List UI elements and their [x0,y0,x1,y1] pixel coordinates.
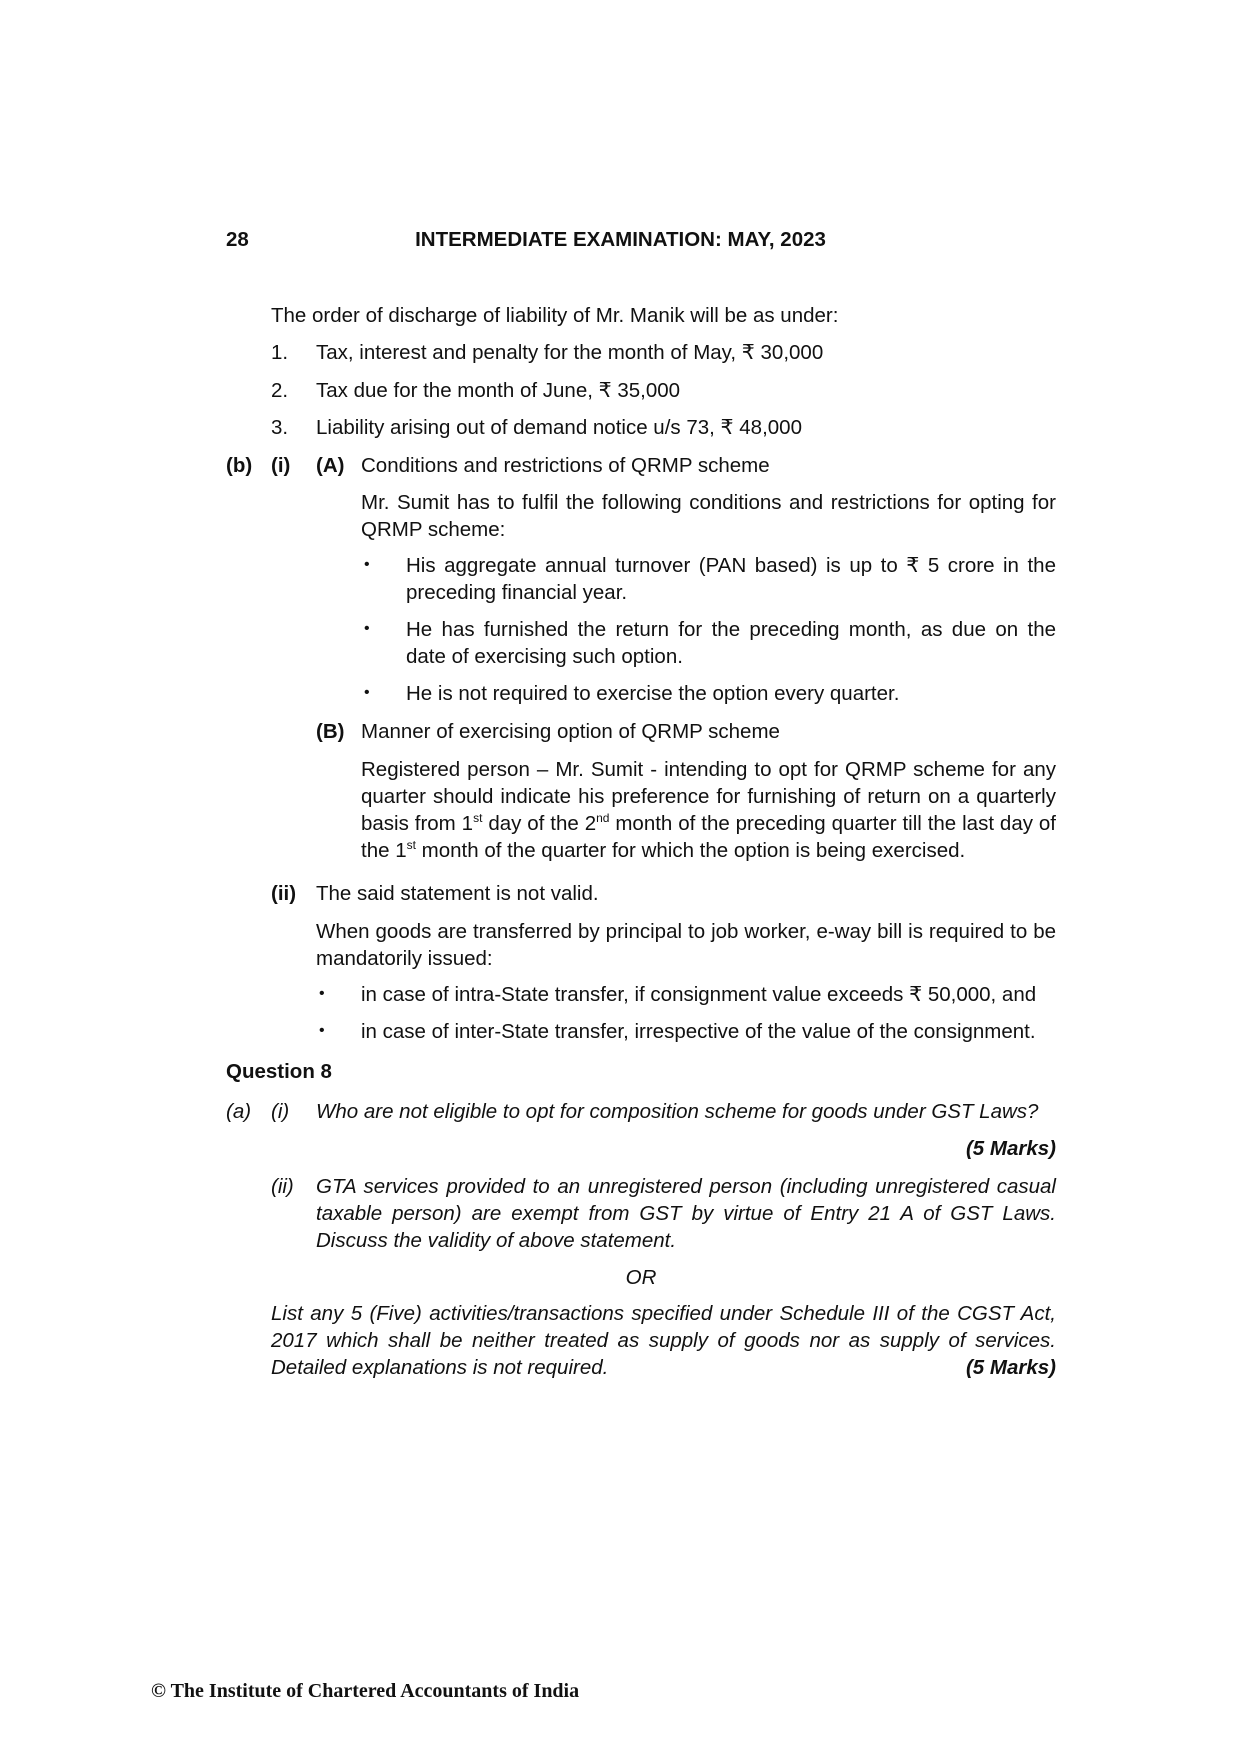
para-B: Registered person – Mr. Sumit - intending to opt for QRMP scheme for any quarter should indicate his preference for furnishing of return on a quarterly basis from 1st day of the 2nd month of the preceding quarter till the last day of the 1st month of the quarter for which the option is being exercised. [361,758,1056,862]
bullet-icon: • [364,684,370,701]
marks-label: (5 Marks) [965,1356,1056,1379]
page-number: 28 [226,228,249,251]
list-item: in case of intra-State transfer, if consignment value exceeds ₹ 50,000, and [361,983,1037,1006]
footer-copyright: © The Institute of Chartered Accountants of India [151,1680,580,1702]
label-B: (B) [316,720,345,743]
list-item: in case of inter-State transfer, irrespective of the value of the consignment. [361,1020,1036,1043]
question-i: Who are not eligible to opt for composition scheme for goods under GST Laws? [316,1100,1039,1123]
label-i: (i) [271,1100,290,1123]
question-or: List any 5 (Five) activities/transactions specified under Schedule III of the CGST Act, 2017 which shall be neither treated as supply of goods nor as supply of services. Detailed explanations is not required. [271,1302,1056,1379]
order-num: 3. [271,416,289,439]
heading-B: Manner of exercising option of QRMP scheme [361,720,780,743]
heading-A: Conditions and restrictions of QRMP scheme [361,454,770,477]
page-header-title: INTERMEDIATE EXAMINATION: MAY, 2023 [415,228,826,251]
list-item: He has furnished the return for the preceding month, as due on the date of exercising such option. [406,618,1056,668]
label-b: (b) [226,454,253,477]
label-ii: (ii) [271,1175,294,1198]
question-ii: GTA services provided to an unregistered person (including unregistered casual taxable person) are exempt from GST by virtue of Entry 21 A of GST Laws. Discuss the validity of above statement. [316,1175,1056,1252]
para-ii: When goods are transferred by principal to job worker, e-way bill is required to be mandatorily issued: [316,920,1056,970]
list-item: His aggregate annual turnover (PAN based) is up to ₹ 5 crore in the preceding financial year. [406,554,1056,604]
label-a: (a) [226,1100,252,1123]
order-num: 1. [271,341,289,364]
label-i: (i) [271,454,291,477]
label-A: (A) [316,454,345,477]
statement-ii: The said statement is not valid. [316,882,599,905]
marks-label: (5 Marks) [965,1137,1056,1160]
order-item: Tax, interest and penalty for the month of May, ₹ 30,000 [316,341,824,364]
bullet-icon: • [364,620,370,637]
or-divider: OR [625,1266,657,1289]
bullet-icon: • [319,985,325,1002]
order-num: 2. [271,379,289,402]
list-item: He is not required to exercise the option every quarter. [406,682,900,705]
bullet-icon: • [364,556,370,573]
intro-A: Mr. Sumit has to fulfil the following conditions and restrictions for opting for QRMP scheme: [361,491,1056,541]
bullet-icon: • [319,1022,325,1039]
label-ii: (ii) [271,882,297,905]
order-item: Tax due for the month of June, ₹ 35,000 [316,379,681,402]
order-item: Liability arising out of demand notice u/s 73, ₹ 48,000 [316,416,802,439]
order-intro: The order of discharge of liability of Mr. Manik will be as under: [271,304,839,327]
question-heading: Question 8 [226,1060,332,1083]
